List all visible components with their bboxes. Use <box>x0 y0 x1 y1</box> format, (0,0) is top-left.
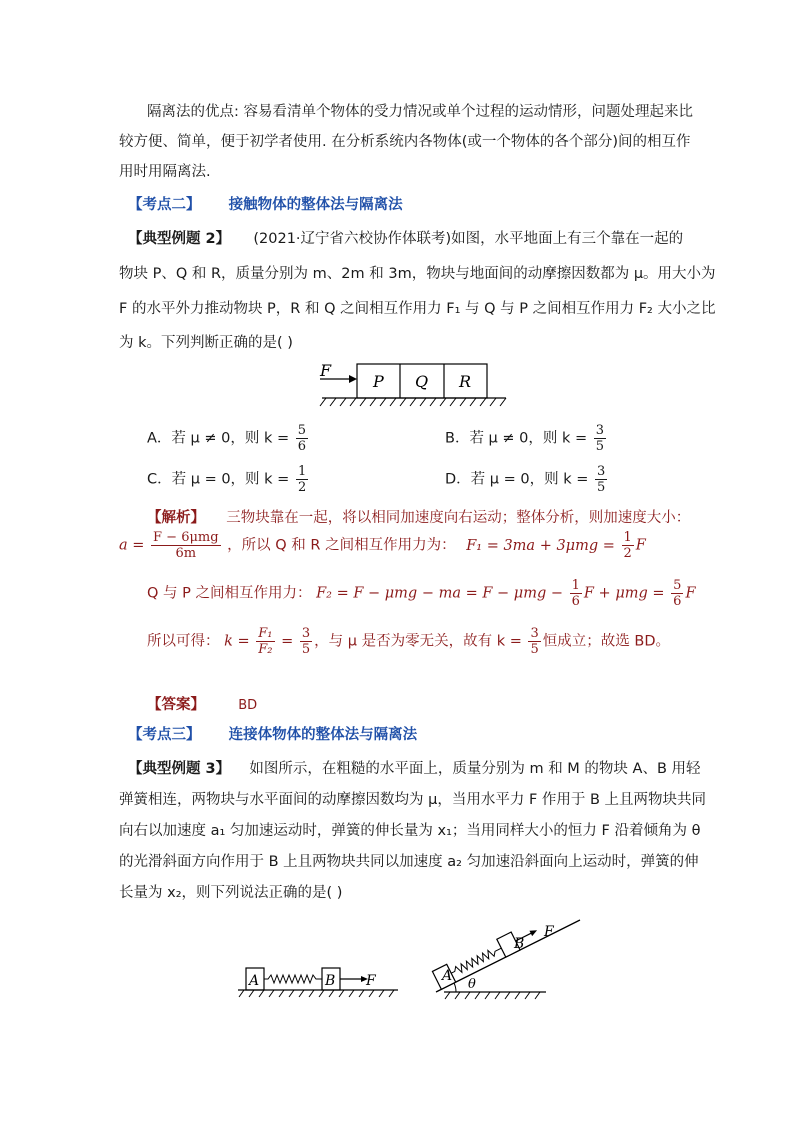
angle-label: θ <box>468 977 476 992</box>
example2-tag: 【典型例题 2】 <box>128 231 231 247</box>
f2-expr: F₂ = F − μmg − ma = F − μmg − <box>316 585 563 602</box>
option-d-text: D．若 μ = 0，则 k = <box>445 471 589 488</box>
f2-num1: 1 <box>571 578 580 593</box>
section3-tag: 【考点三】 <box>128 727 201 743</box>
block-p-label: P <box>373 372 384 391</box>
block-r-label: R <box>459 372 472 391</box>
f1-den: 2 <box>623 546 632 561</box>
intro-line-3: 用时用隔离法. <box>119 164 211 180</box>
example3-line-1 <box>128 759 701 779</box>
force-label-f: F <box>320 361 332 380</box>
block-q-label: Q <box>415 372 429 391</box>
option-d-num: 3 <box>596 464 606 479</box>
intro-line-2: 较方便、简单，便于初学者使用. 在分析系统内各物体(或一个物体的各个部分)间的相互作 <box>119 134 691 150</box>
k-den2: 5 <box>301 642 311 657</box>
option-c-den: 2 <box>297 480 307 495</box>
option-a-den: 6 <box>297 439 307 454</box>
force-label: F <box>366 973 376 989</box>
section2-title: 接触物体的整体法与隔离法 <box>228 197 403 213</box>
spring-horizontal-figure <box>232 958 404 1002</box>
section2-heading <box>128 195 403 215</box>
accel-lhs: a = <box>119 537 145 554</box>
option-b-num: 3 <box>595 423 605 438</box>
analysis-text-3: Q 与 P 之间相互作用力： <box>147 585 312 602</box>
example3-line-2: 弹簧相连，两物块与水平面间的动摩擦因数均为 μ，当用水平力 F 作用于 B 上且两物块共同 <box>119 792 707 808</box>
ground-hatch <box>445 992 540 999</box>
k-eq: = <box>281 633 294 650</box>
example3-line-4: 的光滑斜面方向作用于 B 上且两物块共同以加速度 a₂ 匀加速沿斜面向上运动时，弹簧的伸 <box>119 854 699 870</box>
angle-arc <box>454 983 456 992</box>
option-d[interactable] <box>445 464 609 495</box>
f2-den2: 6 <box>673 594 682 609</box>
section3-title: 连接体物体的整体法与隔离法 <box>228 727 418 743</box>
f2-mid: F + μmg = <box>583 585 665 602</box>
force-arrow-icon <box>349 375 357 383</box>
analysis-tag: 【解析】 <box>147 510 205 526</box>
section3-heading <box>128 725 417 745</box>
force-label: F <box>544 924 554 940</box>
block-b-label: B <box>514 936 525 952</box>
option-c[interactable] <box>147 464 310 495</box>
k-den: F₂ <box>258 642 273 657</box>
f1-expr: F₁ = 3ma + 3μmg = <box>466 537 615 554</box>
example2-line-1 <box>128 229 683 249</box>
k-num2: 3 <box>301 626 311 641</box>
force-arrow-icon <box>529 928 538 936</box>
example3-line-5: 长量为 x₂，则下列说法正确的是( ) <box>119 885 343 901</box>
example3-line-3: 向右以加速度 a₁ 匀加速运动时，弹簧的伸长量为 x₁；当用同样大小的恒力 F 沿着倾角为 θ <box>119 823 701 839</box>
analysis-text-1: 三物块靠在一起，将以相同加速度向右运动；整体分析，则加速度大小： <box>226 510 691 526</box>
f1-num: 1 <box>623 530 632 545</box>
block-a-label: A <box>249 973 260 989</box>
analysis-line-2 <box>119 530 646 561</box>
example2-line-4: 为 k。下列判断正确的是( ) <box>119 335 293 351</box>
analysis-text-2: ，所以 Q 和 R 之间相互作用力为： <box>227 537 456 554</box>
block-b-label: B <box>325 973 336 989</box>
k-lhs: k = <box>224 633 250 650</box>
f1-tail: F <box>635 537 646 554</box>
k-den3: 5 <box>530 642 539 657</box>
f2-den1: 6 <box>571 594 580 609</box>
analysis-line-3 <box>147 578 696 609</box>
option-b-text: B．若 μ ≠ 0，则 k = <box>445 430 588 447</box>
ground-hatch <box>239 990 394 997</box>
option-d-den: 5 <box>596 480 606 495</box>
spring-icon <box>264 975 322 983</box>
option-a-text: A．若 μ ≠ 0，则 k = <box>147 430 290 447</box>
answer-line <box>147 695 257 716</box>
option-a[interactable] <box>147 423 310 454</box>
analysis-text-6: 恒成立；故选 BD。 <box>542 633 670 650</box>
option-b[interactable] <box>445 423 608 454</box>
ground-hatch <box>320 398 506 406</box>
f2-tail: F <box>685 585 696 602</box>
option-a-num: 5 <box>297 423 307 438</box>
option-c-text: C．若 μ = 0，则 k = <box>147 471 290 488</box>
analysis-line-4 <box>147 626 670 657</box>
example2-line-3: F 的水平外力推动物块 P，R 和 Q 之间相互作用力 F₁ 与 Q 与 P 之间相互作用力 F₂ 大小之比 <box>119 301 716 317</box>
block-a-label: A <box>442 968 453 984</box>
spring-incline-figure <box>430 910 590 1002</box>
analysis-line-1 <box>147 508 690 528</box>
example3-text-1: 如图所示，在粗糙的水平面上，质量分别为 m 和 M 的物块 A、B 用轻 <box>249 761 701 777</box>
f2-num2: 5 <box>673 578 682 593</box>
answer-tag: 【答案】 <box>147 697 205 713</box>
section2-tag: 【考点二】 <box>128 197 201 213</box>
intro-line-1: 隔离法的优点: 容易看清单个物体的受力情况或单个过程的运动情形，问题处理起来比 <box>147 104 693 120</box>
k-num: F₁ <box>258 626 273 641</box>
example3-tag: 【典型例题 3】 <box>128 761 231 777</box>
accel-num: F − 6μmg <box>153 530 219 545</box>
blocks-pqr-figure <box>316 358 512 414</box>
example2-text-1: (2021·辽宁省六校协作体联考)如图，水平地面上有三个靠在一起的 <box>253 231 684 247</box>
analysis-text-5: ，与 μ 是否为零无关，故有 k = <box>314 633 522 650</box>
option-b-den: 5 <box>595 439 605 454</box>
k-num3: 3 <box>530 626 539 641</box>
example2-line-2: 物块 P、Q 和 R，质量分别为 m、2m 和 3m，物块与地面间的动摩擦因数都为 μ。用大小为 <box>119 266 716 282</box>
accel-den: 6m <box>175 546 197 561</box>
option-c-num: 1 <box>297 464 307 479</box>
answer-value: BD <box>238 698 258 713</box>
analysis-text-4: 所以可得： <box>147 633 220 650</box>
